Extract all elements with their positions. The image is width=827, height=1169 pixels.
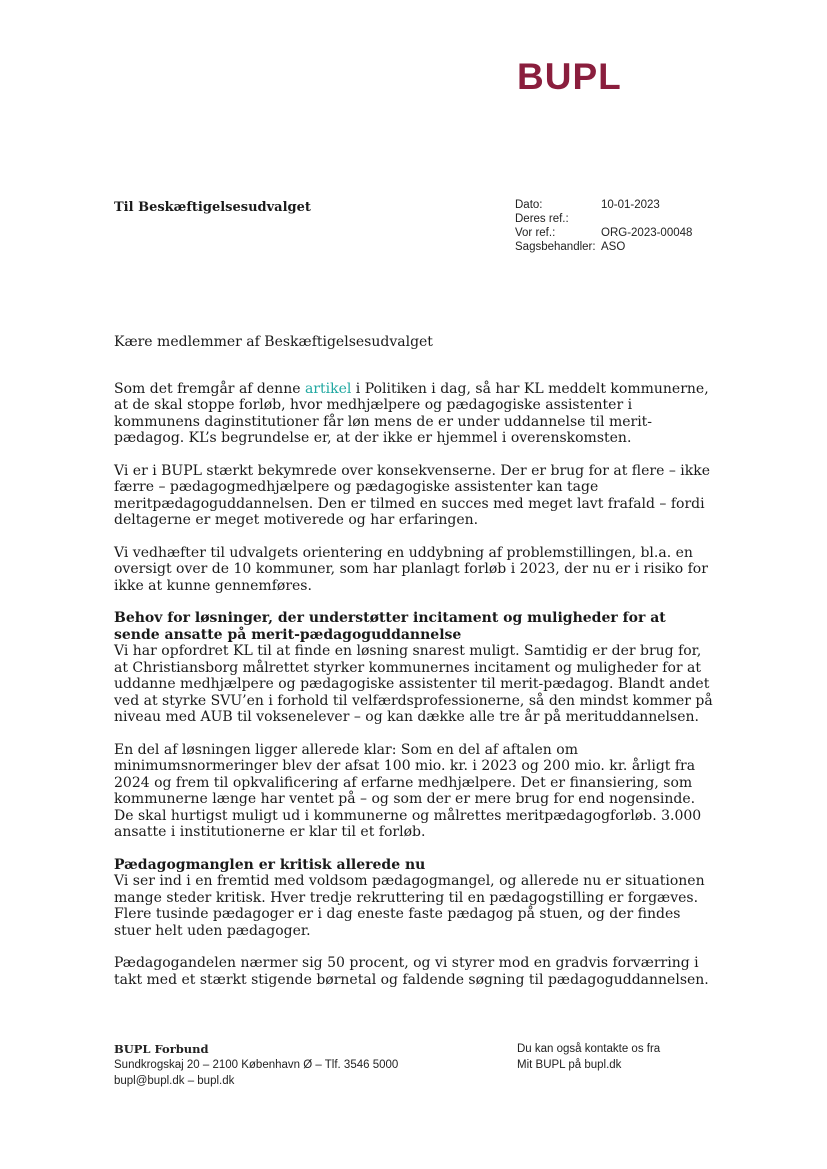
salutation: Kære medlemmer af Beskæftigelsesudvalget <box>114 334 433 350</box>
meta-label: Dato: <box>515 199 543 211</box>
footer-web: bupl@bupl.dk – bupl.dk <box>114 1075 235 1087</box>
recipient: Til Beskæftigelsesudvalget <box>114 200 311 215</box>
paragraph-7: Pædagogandelen nærmer sig 50 procent, og vi styrer mod en gradvis forværring i takt med et stærkt stigende børnetal og faldende søgning til pædagoguddannelsen. <box>114 955 709 988</box>
letter-meta <box>515 198 692 254</box>
meta-label: Vor ref.: <box>515 227 556 239</box>
section-heading-2: Pædagogmanglen er kritisk allerede nu <box>114 856 426 873</box>
paragraph-3: Vi vedhæfter til udvalgets orientering en uddybning af problemstillingen, bl.a. en oversigt over de 10 kommuner, som har planlagt forløb i 2023, der nu er i risiko for ikke at kunne gennemføres. <box>114 544 708 594</box>
footer-org-name: BUPL Forbund <box>114 1042 209 1056</box>
paragraph-4: Vi har opfordret KL til at finde en løsning snarest muligt. Samtidig er der brug for, at Christiansborg målrettet styrker kommunernes incitament og muligheder for at uddanne medhjælpere og pædagogiske assistenter til merit-pædagog. Blandt andet ved at styrke SVU’en i forhold til velfærdsprofessionerne, så den mindst kommer på niveau med AUB til voksenelever – og kan dække alle tre år på merituddannelsen. <box>114 643 713 725</box>
paragraph-2: Vi er i BUPL stærkt bekymrede over konsekvenserne. Der er brug for at flere – ikke færre – pædagogmedhjælpere og pædagogiske assistenter kan tage meritpædagoguddannelsen. Den er tilmed en succes med meget lavt frafald – fordi deltagerne er meget motiverede og har erfaringen. <box>114 462 711 528</box>
footer-contact-line-2: Mit BUPL på bupl.dk <box>517 1059 622 1071</box>
meta-label: Deres ref.: <box>515 213 569 225</box>
article-link[interactable]: artikel <box>304 380 352 397</box>
footer-contact-line-1: Du kan også kontakte os fra <box>517 1043 661 1055</box>
paragraph-6: Vi ser ind i en fremtid med voldsom pædagogmangel, og allerede nu er situationen mange steder kritisk. Hver tredje rekruttering til en pædagogstilling er forgæves. Flere tusinde pædagoger er i dag eneste faste pædagog på stuen, og der findes stuer helt uden pædagoger. <box>114 873 705 939</box>
meta-value: ORG-2023-00048 <box>601 227 693 239</box>
meta-our-ref-row <box>515 226 692 240</box>
paragraph-1-start: Som det fremgår af denne <box>114 380 305 397</box>
meta-label: Sagsbehandler: <box>515 241 596 253</box>
meta-value: ASO <box>601 241 626 253</box>
footer-street: Sundkrogskaj 20 – 2100 København Ø – Tlf. 3546 5000 <box>114 1059 399 1071</box>
bupl-logo: BUPL <box>517 56 622 97</box>
meta-date-row <box>515 198 692 212</box>
footer-address <box>114 1041 398 1089</box>
section-heading-1: Behov for løsninger, der understøtter incitament og muligheder for at sende ansatte på merit-pædagoguddannelse <box>114 610 666 643</box>
letter-body <box>114 334 714 1004</box>
meta-value: 10-01-2023 <box>601 199 660 211</box>
paragraph-1-rest: i Politiken i dag, så har KL meddelt kommunerne, at de skal stoppe forløb, hvor medhjælpere og pædagogiske assistenter i kommunens daginstitutioner får løn mens de er under uddannelse til merit-pædagog. KL’s begrundelse er, at der ikke er hjemmel i overenskomsten. <box>114 380 709 446</box>
meta-caseworker-row <box>515 240 692 254</box>
meta-their-ref-row <box>515 212 692 226</box>
footer-contact <box>517 1041 660 1073</box>
paragraph-5: En del af løsningen ligger allerede klar: Som en del af aftalen om minimumsnormeringer blev der afsat 100 mio. kr. i 2023 og 200 mio. kr. årligt fra 2024 og frem til opkvalificering af erfarne medhjælpere. Det er finansiering, som kommunerne længe har ventet på – og som der er mere brug for end nogensinde. De skal hurtigst muligt ud i kommunerne og målrettes meritpædagogforløb. 3.000 ansatte i institutionerne er klar til et forløb. <box>114 741 702 840</box>
paragraph-1 <box>114 381 714 447</box>
